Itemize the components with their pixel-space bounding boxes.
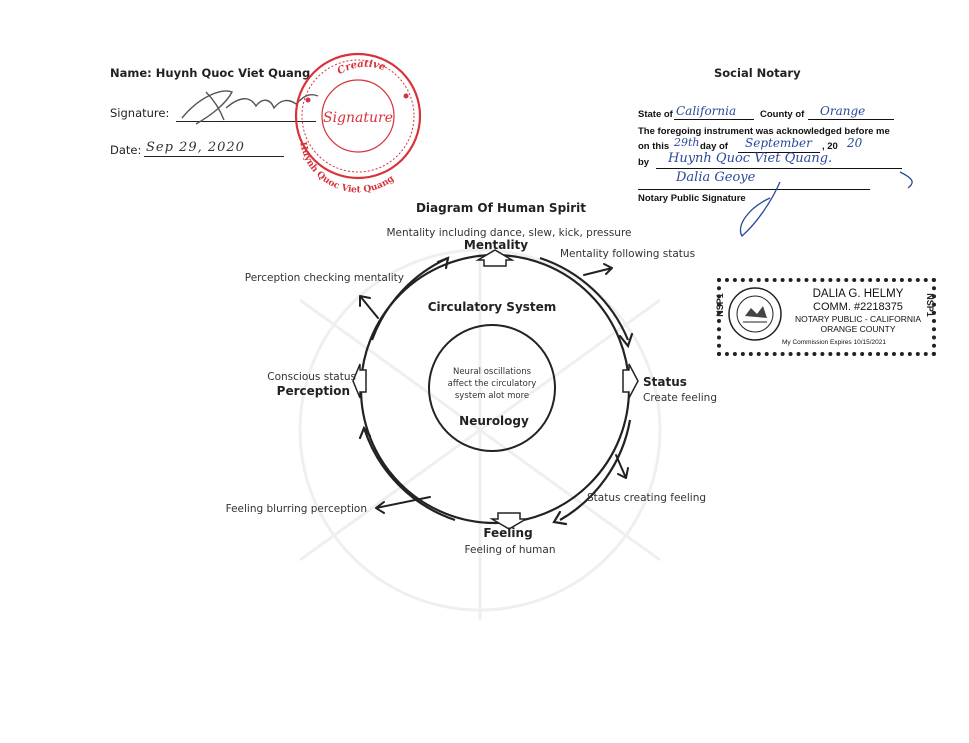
pointer-status-creating — [616, 455, 628, 478]
pointer-perception-checking — [360, 296, 378, 318]
perception-label: Perception — [276, 384, 350, 398]
seal-center-text: Signature — [322, 110, 394, 126]
background-watermark — [300, 240, 660, 620]
feeling-of-human-label: Feeling of human — [464, 544, 556, 556]
neural-line-2: affect the circulatory — [447, 379, 537, 389]
mentality-label: Mentality — [463, 238, 529, 252]
stamp-expires: My Commission Expires 10/15/2021 — [781, 339, 887, 346]
month-value: September — [745, 136, 812, 150]
stamp-side-code-right: NSP1 — [924, 293, 935, 317]
date-value: Sep 29, 2020 — [146, 140, 245, 155]
neural-line-3: system alot more — [454, 391, 530, 401]
on-this-label: on this — [638, 141, 670, 152]
status-arrow-icon — [623, 364, 638, 398]
signature-label: Signature: — [110, 106, 170, 120]
county-prefix: County of — [760, 109, 805, 120]
conscious-status-label: Conscious status — [267, 371, 356, 383]
notary-handwritten-signature: Dalia Geoye — [676, 170, 756, 185]
stamp-county: ORANGE COUNTY — [820, 324, 896, 334]
perception-checking-label: Perception checking mentality — [244, 272, 404, 284]
mentality-description: Mentality including dance, slew, kick, pressure — [386, 227, 632, 239]
circulatory-system-label: Circulatory System — [427, 300, 557, 314]
state-value: California — [676, 104, 737, 118]
state-prefix: State of — [638, 109, 673, 120]
neurology-label: Neurology — [459, 414, 529, 428]
status-label: Status — [643, 375, 687, 389]
arc-perception-to-mentality — [372, 258, 448, 340]
seal-bottom-text: Huynh Quoc Viet Quang — [297, 141, 397, 196]
seal-top-text: Creative — [335, 58, 387, 78]
mentality-following-label: Mentality following status — [560, 248, 696, 260]
circulatory-circle — [361, 255, 629, 523]
by-label: by — [638, 157, 650, 168]
notary-public-signature-label: Notary Public Signature — [638, 193, 746, 204]
feeling-label: Feeling — [483, 526, 533, 540]
year-value: 20 — [847, 136, 863, 150]
day-value: 29th — [674, 136, 700, 149]
foregoing-text: The foregoing instrument was acknowledged before me — [638, 126, 890, 137]
name-label: Name: Huynh Quoc Viet Quang — [110, 66, 311, 80]
stamp-comm: COMM. #2218375 — [813, 301, 903, 313]
status-creating-label: Status creating feeling — [587, 492, 707, 504]
stamp-notary-california: NOTARY PUBLIC - CALIFORNIA — [794, 314, 922, 324]
date-label: Date: — [110, 143, 142, 157]
by-value: Huynh Quoc Viet Quang. — [668, 151, 833, 166]
create-feeling-label: Create feeling — [643, 392, 717, 404]
county-value: Orange — [820, 104, 866, 118]
diagram-title: Diagram Of Human Spirit — [415, 201, 587, 215]
pointer-mentality-following — [584, 264, 612, 275]
arc-status-to-feeling — [560, 420, 630, 520]
day-of-label: day of — [700, 141, 728, 152]
neural-line-1: Neural oscillations — [452, 367, 532, 377]
stamp-name: DALIA G. HELMY — [812, 288, 904, 300]
social-notary-title: Social Notary — [714, 66, 801, 80]
year-prefix: , 20 — [822, 141, 838, 152]
feeling-blurring-label: Feeling blurring perception — [225, 503, 367, 515]
stamp-side-code-left: NSP1 — [714, 293, 725, 317]
